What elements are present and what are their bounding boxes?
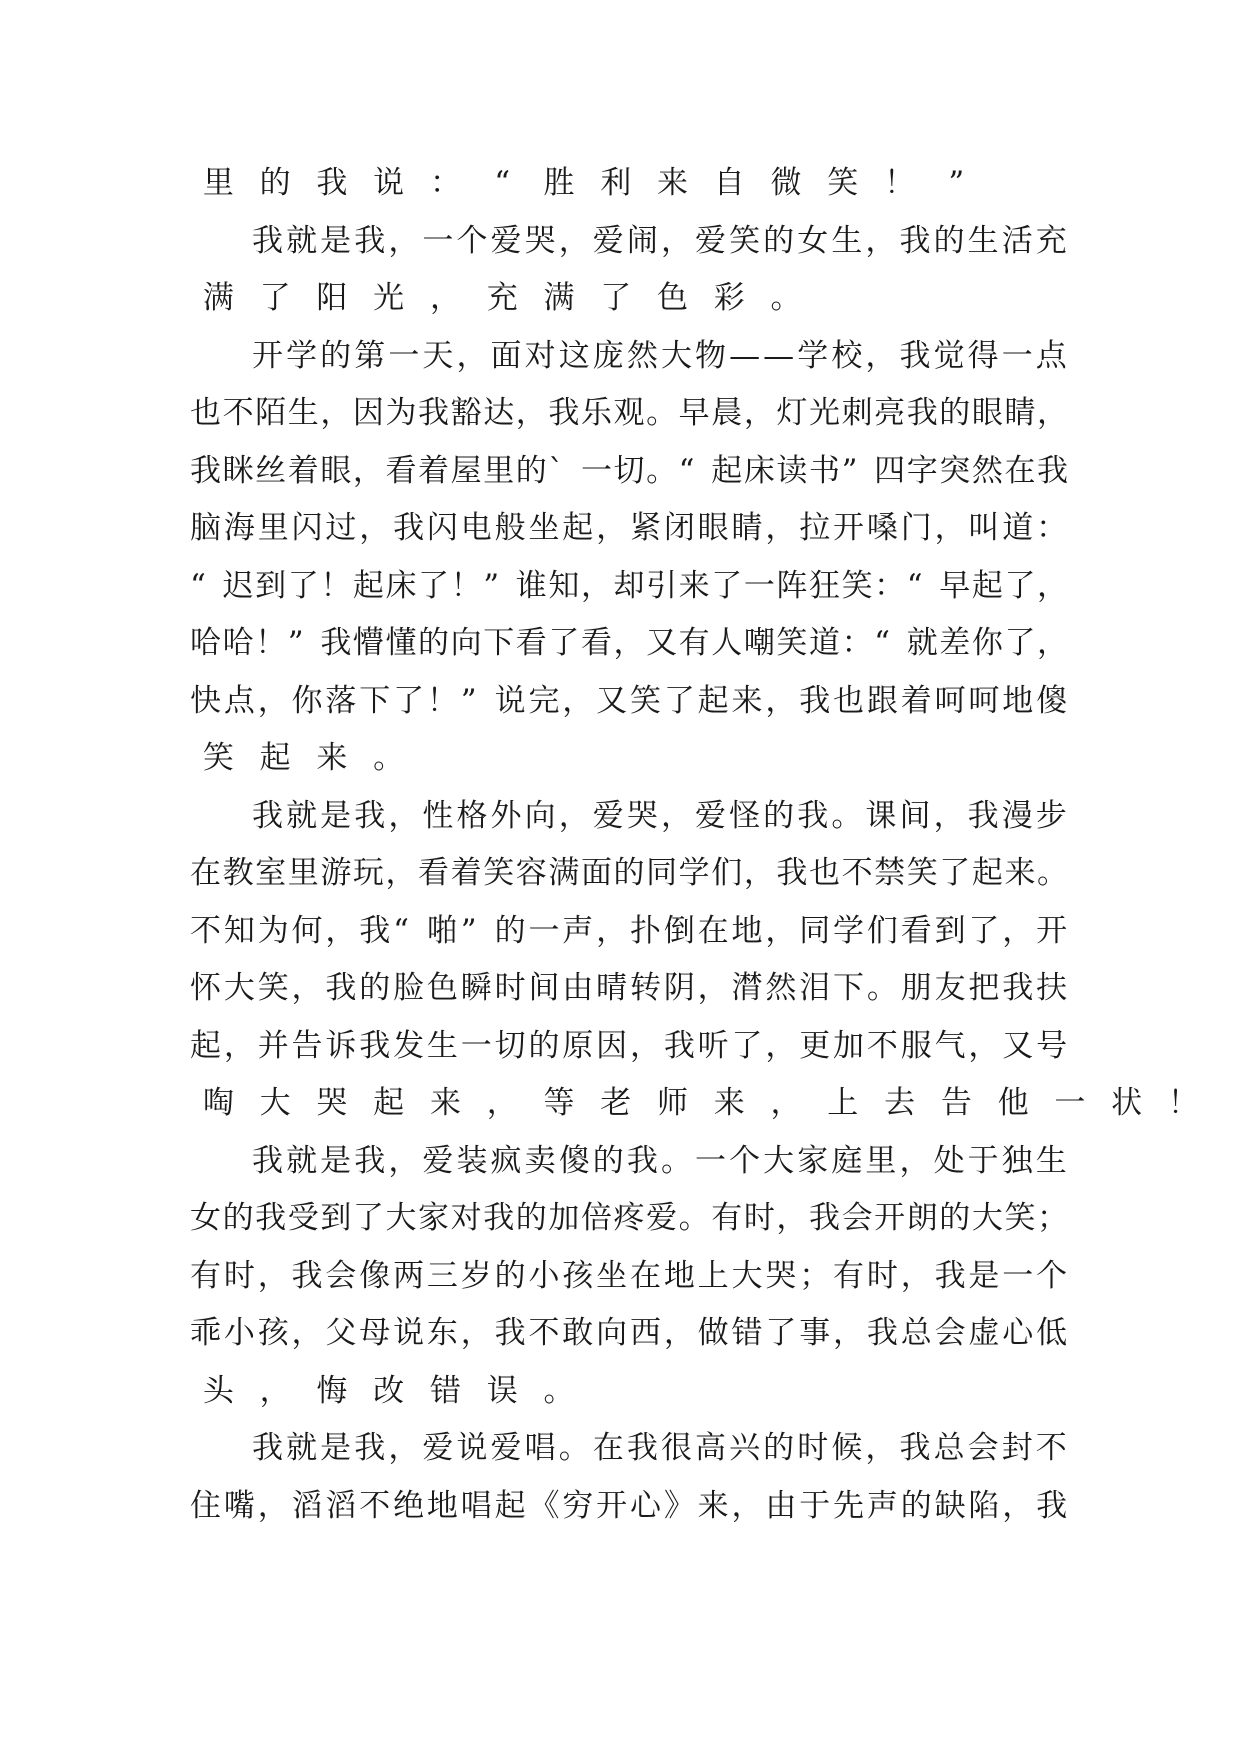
- text-line: 我就是我，性格外向，爱哭，爱怪的我。课间，我漫步: [252, 797, 1067, 834]
- text-line: 里 的 我 说 ： “ 胜 利 来 自 微 笑 ！ ”: [202, 165, 965, 201]
- text-line: 啕 大 哭 起 来 ， 等 老 师 来 ， 上 去 告 他 一 状 ！: [202, 1085, 1199, 1121]
- text-line: 我就是我，爱说爱唱。在我很高兴的时候，我总会封不: [252, 1430, 1067, 1466]
- text-line: 脑海里闪过，我闪电般坐起，紧闭眼睛，拉开嗓门，叫道：: [190, 510, 1068, 546]
- text-line: 女的我受到了大家对我的加倍疼爱。有时，我会开朗的大笑；: [190, 1200, 1069, 1236]
- text-line: 也不陌生，因为我豁达，我乐观。早晨，灯光刺亮我的眼睛，: [190, 395, 1069, 431]
- paragraph: [190, 1420, 1070, 1535]
- text-line: 乖小孩，父母说东，我不敢向西，做错了事，我总会虚心低: [190, 1315, 1068, 1351]
- text-line: 开学的第一天，面对这庞然大物——学校，我觉得一点: [252, 337, 1067, 374]
- text-line: 满 了 阳 光 ， 充 满 了 色 彩 。: [202, 280, 802, 316]
- body-text: [190, 155, 1199, 1535]
- text-line: 我眯丝着眼，看着屋里的` 一切。“ 起床读书” 四字突然在我: [190, 452, 1069, 489]
- text-line: 怀大笑，我的脸色瞬时间由晴转阴，潸然泪下。朋友把我扶: [190, 970, 1068, 1006]
- text-line: 我就是我，爱装疯卖傻的我。一个大家庭里，处于独生: [252, 1142, 1067, 1179]
- paragraph: [190, 788, 1199, 1133]
- text-line: 不知为何，我“ 啪” 的一声，扑倒在地，同学们看到了，开: [190, 912, 1068, 949]
- paragraph: [190, 1133, 1070, 1421]
- paragraph: [190, 328, 1070, 788]
- text-line: 起，并告诉我发生一切的原因，我听了，更加不服气，又号: [190, 1027, 1068, 1064]
- text-line: 哈哈！” 我懵懂的向下看了看，又有人嘲笑道：“ 就差你了，: [190, 625, 1069, 661]
- text-line: “ 迟到了！起床了！” 谁知，却引来了一阵狂笑：“ 早起了，: [190, 567, 1069, 604]
- paragraph: [190, 213, 1070, 328]
- text-line: 在教室里游玩，看着笑容满面的同学们，我也不禁笑了起来。: [190, 855, 1069, 891]
- text-line: 头 ， 悔 改 错 误 。: [202, 1372, 575, 1409]
- paragraph: [190, 155, 1070, 213]
- text-line: 笑 起 来 。: [202, 740, 405, 776]
- text-line: 有时，我会像两三岁的小孩坐在地上大哭；有时，我是一个: [190, 1257, 1068, 1294]
- text-line: 我就是我，一个爱哭，爱闹，爱笑的女生，我的生活充: [252, 222, 1067, 259]
- text-line: 住嘴，滔滔不绝地唱起《穷开心》来，由于先声的缺陷，我: [190, 1487, 1068, 1524]
- text-line: 快点，你落下了！” 说完，又笑了起来，我也跟着呵呵地傻: [190, 682, 1068, 719]
